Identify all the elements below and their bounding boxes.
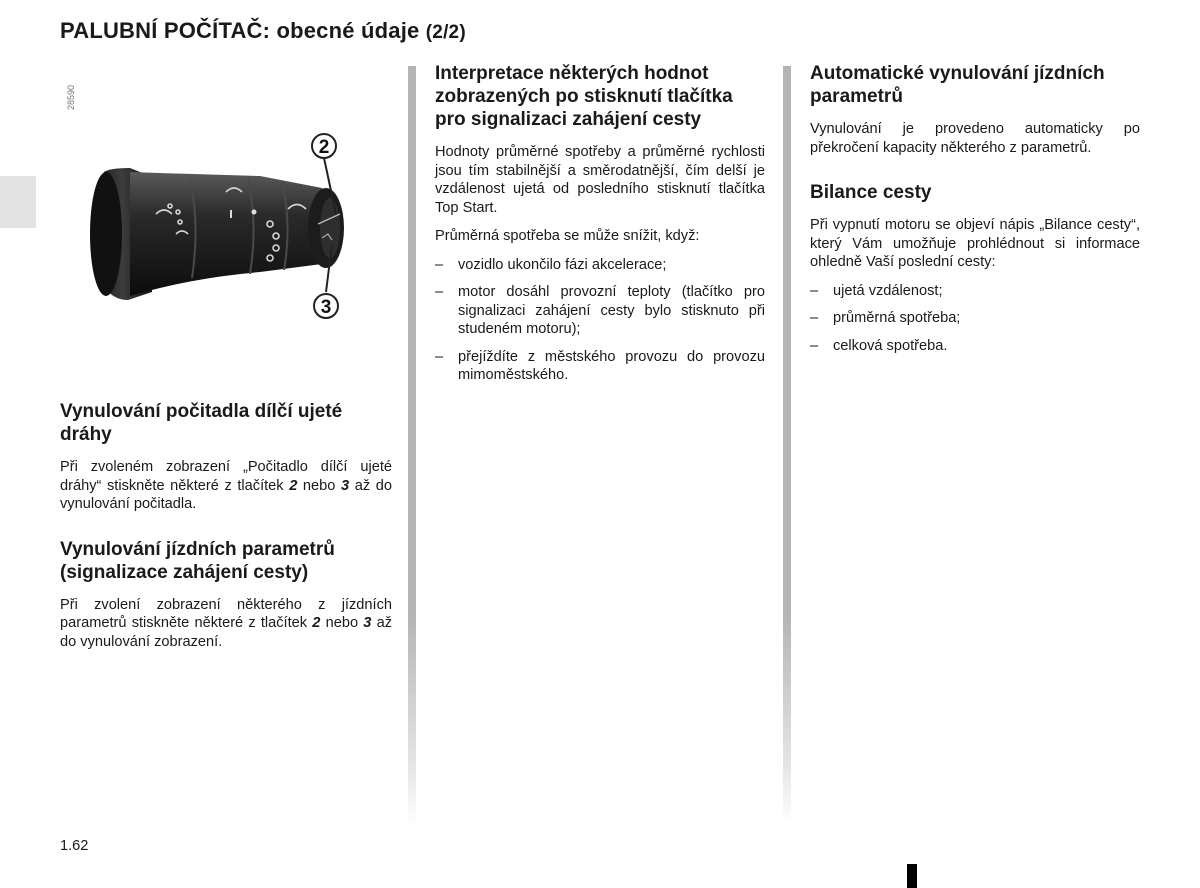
column-divider-left: [408, 66, 416, 826]
callout-2-label: 2: [318, 137, 330, 158]
button-ref-3: 3: [341, 477, 350, 494]
button-ref-2: 2: [289, 477, 298, 494]
heading-interpretation: Interpretace některých hodnot zobrazených po stisknutí tlačítka pro signalizaci zahájení cesty: [435, 63, 733, 130]
list-item: – vozidlo ukončilo fázi akcelerace;: [435, 256, 667, 273]
heading-auto-reset: Automatické vynulování jízdních parametrů: [810, 63, 1105, 107]
paragraph-stability: Hodnoty průměrné spotřeby a průměrné rychlosti jsou tím stabilnější a směrodatnější, čím delší je vzdálenost ujetá od posledního stisknutí tlačítka Top Start.: [435, 144, 765, 216]
summary-list: [810, 282, 1140, 356]
figure-code: 28590: [66, 84, 76, 110]
crop-mark: [907, 864, 917, 888]
list-item: – průměrná spotřeba;: [810, 310, 961, 326]
list-item: – přejíždíte z městského provozu do provozu mimoměstského.: [435, 348, 765, 383]
paragraph-consumption: Průměrná spotřeba se může snížit, když:: [435, 228, 700, 244]
heading-trip-summary: Bilance cesty: [810, 182, 932, 203]
stalk-body: [130, 172, 334, 296]
column-right: [810, 62, 1140, 364]
column-divider-right: [783, 66, 791, 826]
stalk-illustration: [60, 64, 380, 336]
page-number: 1.62: [60, 838, 89, 854]
page-part: (2/2): [425, 22, 466, 43]
heading-trip-reset: Vynulování počitadla dílčí ujeté dráhy: [60, 401, 343, 445]
list-item: – ujetá vzdálenost;: [810, 282, 943, 299]
column-middle: [435, 62, 765, 394]
callout-2: [312, 134, 336, 158]
callout-3-label: 3: [320, 297, 332, 318]
callout-3: [314, 294, 338, 318]
paragraph-params-reset: Při zvolení zobrazení některého z jízdních parametrů stiskněte některé z tlačítek 2 nebo 3 až do vynulování zobrazení.: [60, 596, 392, 650]
conditions-list: [435, 256, 765, 385]
list-item: – celková spotřeba.: [810, 337, 948, 354]
paragraph-trip-summary: Při vypnutí motoru se objeví nápis „Bilance cesty“, který Vám umožňuje prohlédnout si informace ohledně Vaší poslední cesty:: [810, 217, 1140, 270]
page-title-text: PALUBNÍ POČÍTAČ: obecné údaje: [60, 18, 420, 43]
column-left: [60, 400, 392, 651]
list-item: – motor dosáhl provozní teploty (tlačítko pro signalizaci zahájení cesty bylo stisknuto při studeném motoru);: [435, 284, 765, 337]
paragraph-auto-reset: Vynulování je provedeno automaticky po překročení kapacity některého z parametrů.: [810, 121, 1140, 156]
page-title: [60, 18, 466, 44]
section-tab-marker: [0, 176, 36, 228]
button-ref-3: 3: [363, 615, 372, 631]
stalk-drawing: [60, 64, 380, 336]
paragraph-trip-reset: Při zvoleném zobrazení „Počitadlo dílčí ujeté dráhy“ stiskněte některé z tlačítek 2 nebo 3 až do vynulování počitadla.: [60, 459, 392, 512]
button-ref-2: 2: [312, 615, 321, 631]
heading-params-reset: Vynulování jízdních parametrů (signalizace zahájení cesty): [60, 538, 335, 583]
